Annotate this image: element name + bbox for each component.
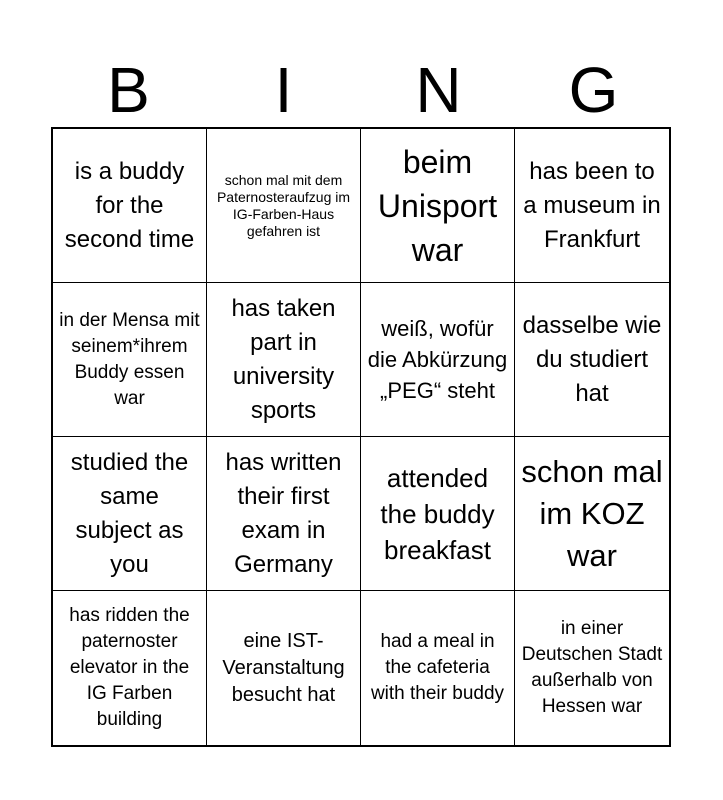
bingo-cell[interactable]: [207, 283, 361, 437]
cell-text: has ridden the paternoster elevator in the IG Farben building: [69, 605, 190, 730]
cell-text: is a buddy for the second time: [64, 157, 195, 253]
cell-text: attended the buddy breakfast: [380, 462, 495, 565]
cell-text: eine IST-Veranstaltung besucht hat: [222, 629, 345, 706]
cell-text: dasselbe wie du studiert hat: [522, 311, 662, 407]
bingo-cell[interactable]: [515, 591, 669, 745]
cell-text: studied the same subject as you: [70, 448, 189, 578]
cell-text: has written their first exam in Germany: [225, 448, 342, 578]
bingo-cell[interactable]: [53, 129, 207, 283]
cell-text: had a meal in the cafeteria with their buddy: [370, 631, 505, 704]
header-letter-b: B: [107, 54, 150, 126]
bingo-cell[interactable]: [207, 129, 361, 283]
bingo-cell[interactable]: [361, 437, 515, 591]
header-letter-n: N: [415, 54, 462, 126]
bingo-header: [51, 52, 671, 128]
cell-text: schon mal im KOZ war: [521, 453, 663, 573]
bingo-cell[interactable]: [361, 591, 515, 745]
bingo-cell[interactable]: [53, 591, 207, 745]
header-letter-i: I: [274, 54, 293, 126]
bingo-cell[interactable]: [207, 591, 361, 745]
bingo-cell[interactable]: [361, 283, 515, 437]
cell-text: in einer Deutschen Stadt außerhalb von Hessen war: [521, 618, 663, 717]
bingo-cell[interactable]: [53, 437, 207, 591]
cell-text: beim Unisport war: [377, 143, 498, 268]
cell-text: has taken part in university sports: [231, 294, 336, 424]
bingo-cell[interactable]: [515, 129, 669, 283]
cell-text: weiß, wofür die Abkürzung „PEG“ steht: [367, 316, 508, 403]
cell-text: in der Mensa mit seinem*ihrem Buddy essen war: [59, 309, 200, 409]
bingo-cell[interactable]: [515, 283, 669, 437]
cell-text: schon mal mit dem Paternosteraufzug im IG-Farben-Haus gefahren ist: [216, 171, 351, 239]
bingo-grid: [51, 127, 671, 747]
bingo-cell[interactable]: [361, 129, 515, 283]
bingo-cell[interactable]: [515, 437, 669, 591]
bingo-cell[interactable]: [207, 437, 361, 591]
bingo-cell[interactable]: [53, 283, 207, 437]
cell-text: has been to a museum in Frankfurt: [523, 157, 661, 253]
header-letter-g: G: [568, 54, 619, 126]
